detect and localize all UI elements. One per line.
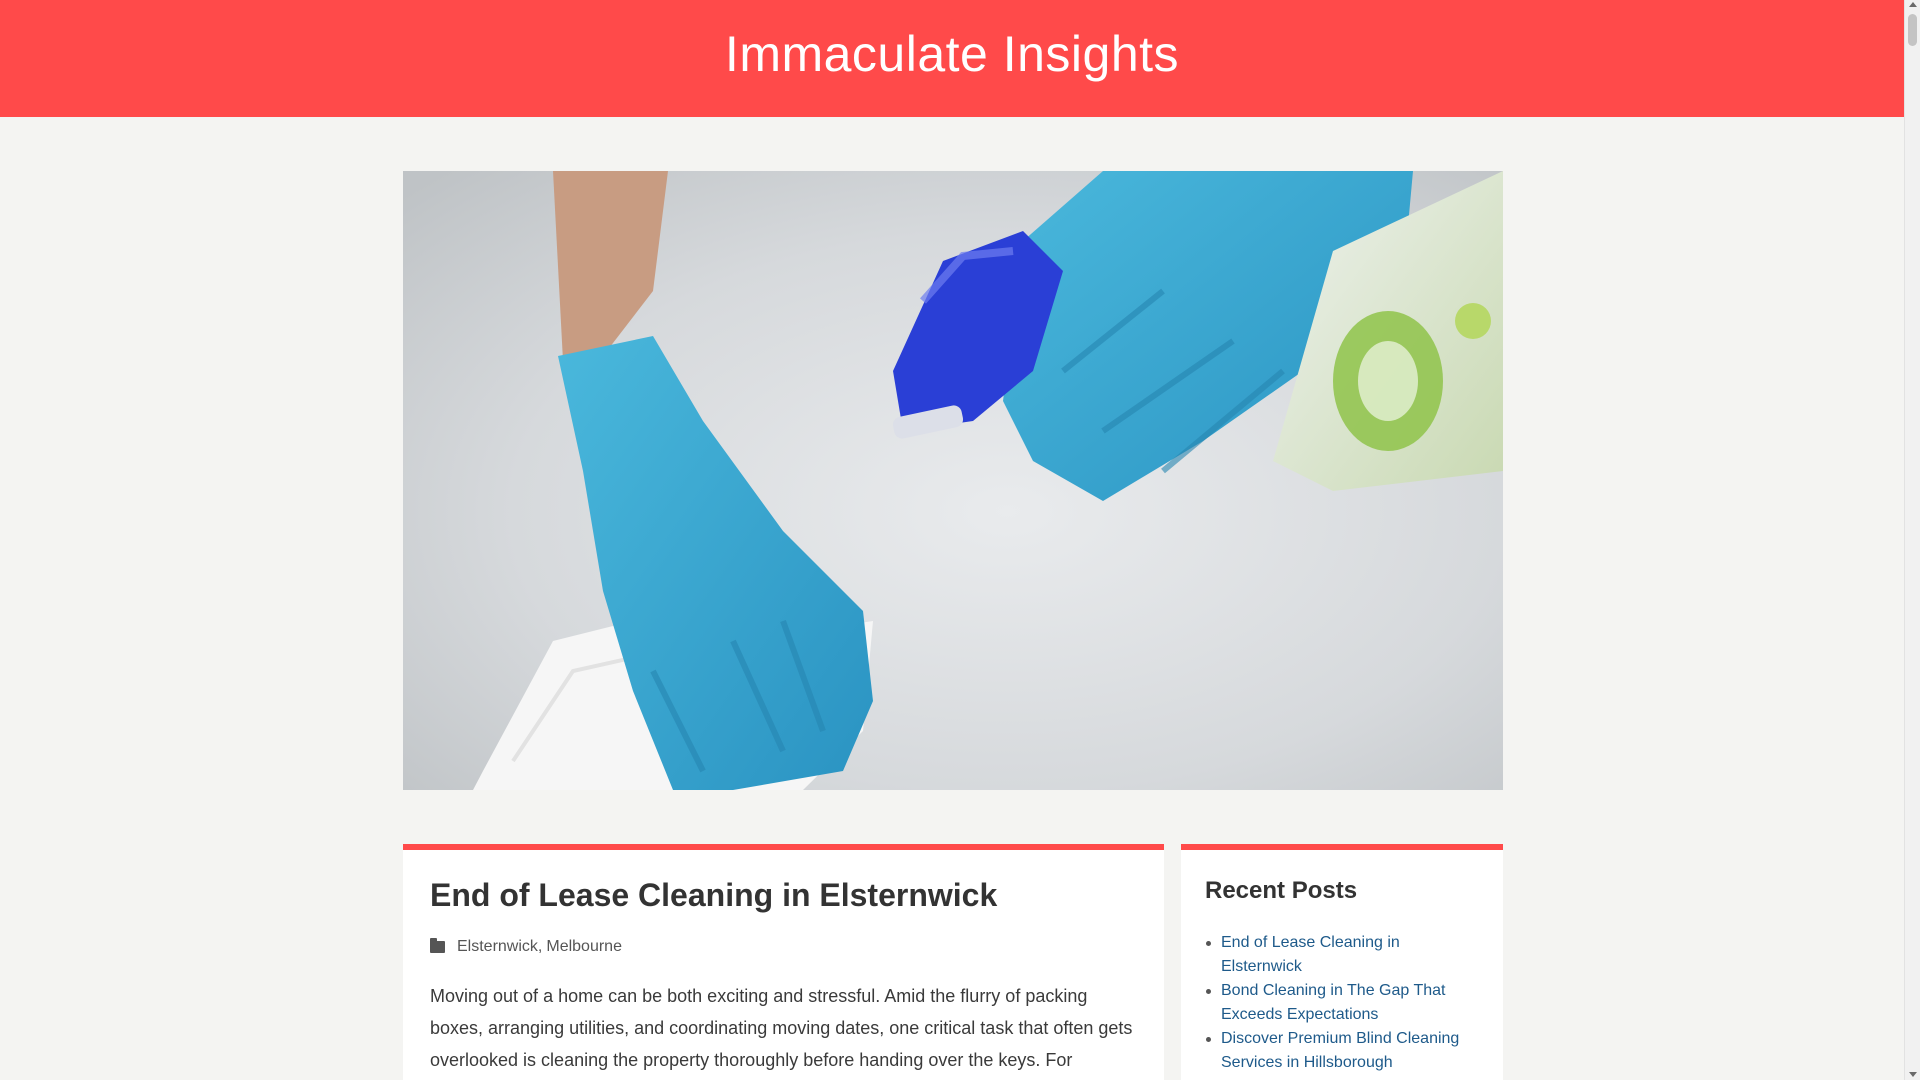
cleaning-photo-icon [403,171,1503,790]
list-item [1205,1027,1479,1075]
widget-title: Recent Posts [1205,877,1358,904]
sidebar-recent-posts [1181,844,1503,1080]
recent-post-link[interactable]: Bond Cleaning in The Gap That Exceeds Expectations [1221,982,1446,1023]
list-item [1205,931,1479,979]
site-header [0,0,1904,117]
article-card [403,844,1164,1080]
folder-icon [430,941,445,953]
hero-image [403,171,1503,790]
category-link-melbourne[interactable]: Melbourne [546,938,622,956]
list-item [1205,979,1479,1027]
scrollbar[interactable] [1904,0,1920,1080]
category-link-elsternwick[interactable]: Elsternwick [457,938,538,956]
recent-post-link[interactable]: Discover Premium Blind Cleaning Services in Hillsborough [1221,1030,1460,1071]
category-separator: , [537,938,543,956]
recent-post-link[interactable]: End of Lease Cleaning in Elsternwick [1221,934,1400,975]
scroll-up-icon[interactable] [1909,2,1917,7]
article-title[interactable]: End of Lease Cleaning in Elsternwick [430,877,998,913]
article-meta [430,938,1137,956]
site-title[interactable]: Immaculate Insights [724,25,1180,82]
scroll-thumb[interactable] [1908,14,1917,46]
article-body: Moving out of a home can be both exciting and stressful. Amid the flurry of packing boxes, arranging utilities, and coordinating moving dates, one critical task that often gets overlooked is cleaning the property thoroughly before handing over the keys. For [430,986,1133,1071]
scroll-down-icon[interactable] [1909,1072,1917,1077]
recent-posts-list [1205,931,1479,1075]
